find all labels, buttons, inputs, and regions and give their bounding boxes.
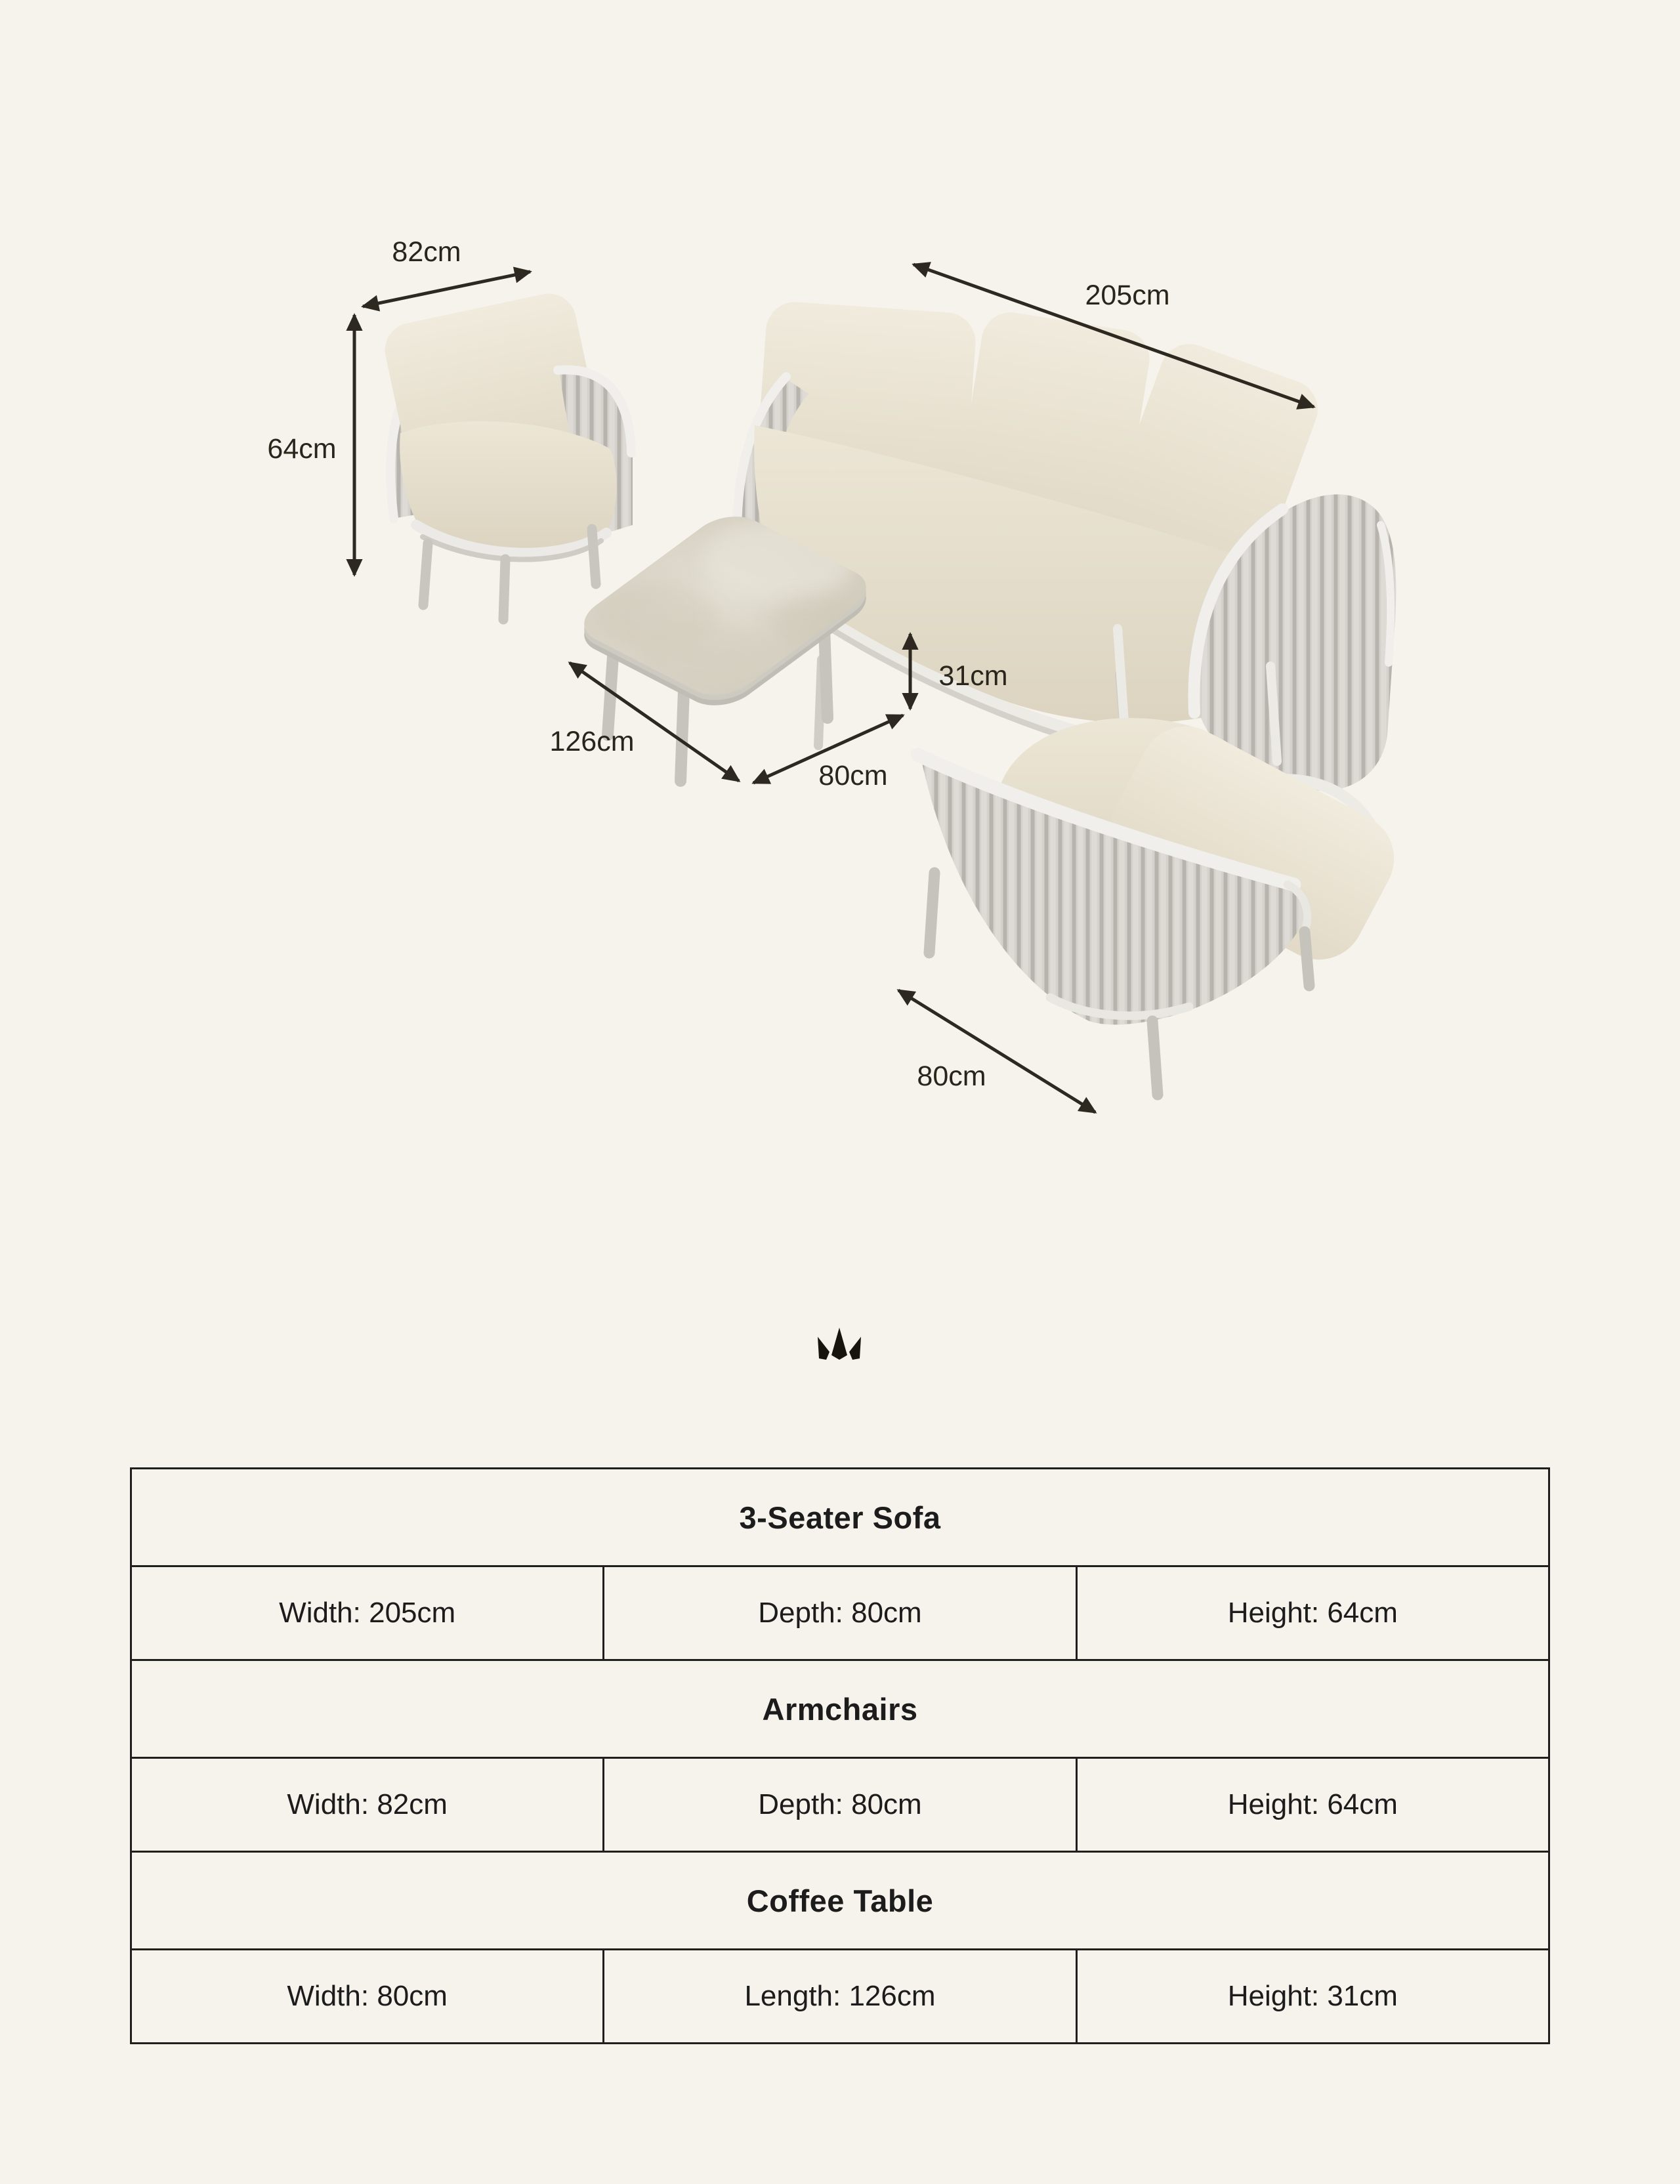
table-row-sofa xyxy=(132,1567,1548,1661)
armchair-width-label: 82cm xyxy=(392,236,461,268)
armchair-front-illustration xyxy=(380,289,633,620)
section-title: Armchairs xyxy=(762,1691,918,1727)
crown-icon xyxy=(816,1327,862,1361)
table-section-header-armchairs xyxy=(132,1661,1548,1759)
table-row-armchairs xyxy=(132,1759,1548,1853)
table-cell-sofa-height: Height: 64cm xyxy=(1227,1597,1398,1629)
coffee-table-length-label: 126cm xyxy=(549,726,635,757)
armchair-width-arrow xyxy=(363,272,530,306)
sofa-width-label: 205cm xyxy=(1085,280,1170,311)
armchair-depth-label: 80cm xyxy=(917,1060,986,1092)
table-cell-table-length: Length: 126cm xyxy=(604,1950,1077,2042)
table-cell-armchair-height: Height: 64cm xyxy=(1227,1788,1398,1820)
section-title: 3-Seater Sofa xyxy=(739,1500,941,1535)
table-cell-sofa-width: Width: 205cm xyxy=(132,1567,604,1659)
table-cell-table-width: Width: 80cm xyxy=(132,1950,604,2042)
table-cell-armchair-width: Width: 82cm xyxy=(132,1759,604,1851)
section-title: Coffee Table xyxy=(746,1883,934,1918)
table-cell-armchair-depth: Depth: 80cm xyxy=(604,1759,1077,1851)
table-cell-sofa-depth: Depth: 80cm xyxy=(604,1567,1077,1659)
armchair-height-label: 64cm xyxy=(267,433,337,465)
coffee-table-height-label: 31cm xyxy=(938,660,1008,692)
table-section-header-coffee-table xyxy=(132,1853,1548,1950)
sofa-illustration xyxy=(737,300,1396,791)
table-section-header-sofa xyxy=(132,1469,1548,1567)
coffee-table-width-label: 80cm xyxy=(818,760,888,791)
table-cell-table-height: Height: 31cm xyxy=(1227,1980,1398,2012)
spec-table xyxy=(130,1467,1550,2044)
table-row-coffee-table xyxy=(132,1950,1548,2042)
